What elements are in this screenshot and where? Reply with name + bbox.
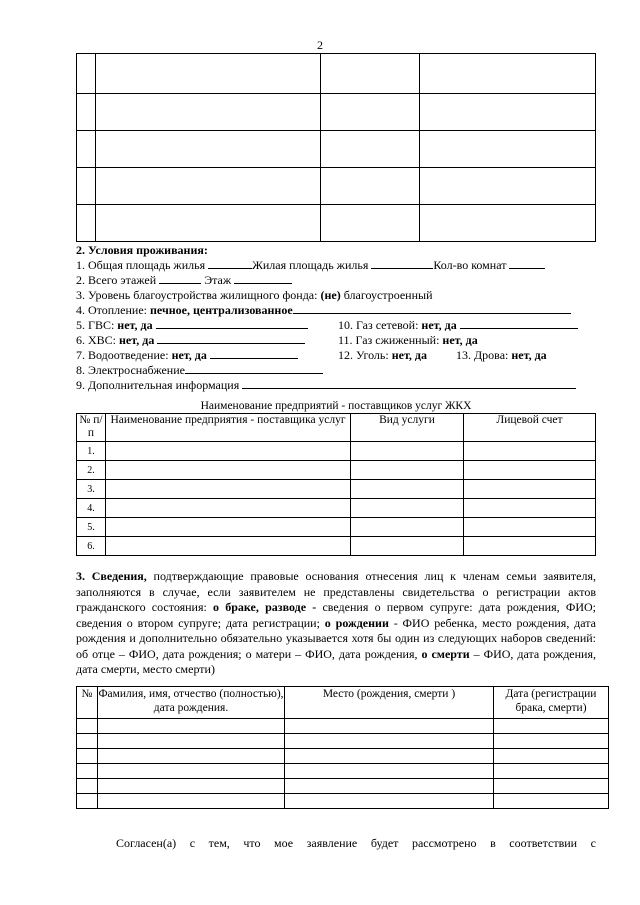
floors-line: 2. Всего этажей Этаж bbox=[76, 273, 292, 287]
col-date: Дата (регистрации брака, смерти) bbox=[494, 687, 609, 719]
date-cell[interactable] bbox=[494, 764, 609, 779]
service-cell[interactable] bbox=[351, 442, 464, 461]
table-row bbox=[77, 719, 609, 734]
provider-name-cell[interactable] bbox=[106, 461, 351, 480]
network-gas-field[interactable] bbox=[460, 318, 578, 329]
hot-water-field[interactable] bbox=[156, 318, 308, 329]
place-cell[interactable] bbox=[285, 794, 494, 809]
fio-cell[interactable] bbox=[98, 719, 285, 734]
place-cell[interactable] bbox=[285, 734, 494, 749]
section3-paragraph: 3. Сведения, подтверждающие правовые основания отнесения лиц к членам семьи заявителя, заполняются в случае, если заявителем не представлены свидетельства о регистрации актов гражданского состояния: о браке, разводе - сведения о первом супруге: дата рождения, ФИО; сведения о втором супруге; дата регистрации; о рождении - ФИО ребенка, место рождения, дата рождения и дополнительно обязательно указывается хотя бы один из следующих наборов сведений: об отце – ФИО, дата рождения; о матери – ФИО, дата рождения, о смерти – ФИО, дата рождения, дата смерти, место смерти) bbox=[76, 569, 597, 676]
floor-field[interactable] bbox=[234, 273, 292, 284]
providers-table bbox=[76, 413, 596, 556]
date-cell[interactable] bbox=[494, 779, 609, 794]
living-area-field[interactable] bbox=[371, 258, 433, 269]
total-floors-field[interactable] bbox=[159, 273, 201, 284]
rooms-count-field[interactable] bbox=[509, 258, 545, 269]
fio-cell[interactable] bbox=[98, 779, 285, 794]
table-row bbox=[77, 779, 609, 794]
col-number: № п/п bbox=[77, 414, 106, 442]
provider-name-cell[interactable] bbox=[106, 480, 351, 499]
place-cell[interactable] bbox=[285, 719, 494, 734]
fio-cell[interactable] bbox=[98, 794, 285, 809]
service-cell[interactable] bbox=[351, 499, 464, 518]
provider-name-cell[interactable] bbox=[106, 537, 351, 556]
provider-name-cell[interactable] bbox=[106, 518, 351, 537]
page-number: 2 bbox=[317, 38, 323, 52]
service-cell[interactable] bbox=[351, 537, 464, 556]
account-cell[interactable] bbox=[464, 518, 596, 537]
fio-cell[interactable] bbox=[98, 734, 285, 749]
service-cell[interactable] bbox=[351, 518, 464, 537]
service-cell[interactable] bbox=[351, 480, 464, 499]
table-row bbox=[77, 764, 609, 779]
table-row bbox=[77, 749, 609, 764]
total-area-line: 1. Общая площадь жилья Жилая площадь жилья Кол-во комнат bbox=[76, 258, 545, 272]
electricity-field[interactable] bbox=[185, 363, 323, 374]
table-row: 4. bbox=[77, 499, 596, 518]
section2-title: 2. Условия проживания: bbox=[76, 243, 208, 257]
firewood-line: 13. Дрова: нет, да bbox=[456, 348, 547, 362]
account-cell[interactable] bbox=[464, 442, 596, 461]
col-account: Лицевой счет bbox=[464, 414, 596, 442]
account-cell[interactable] bbox=[464, 499, 596, 518]
date-cell[interactable] bbox=[494, 719, 609, 734]
hot-water-line: 5. ГВС: нет, да bbox=[76, 318, 308, 332]
account-cell[interactable] bbox=[464, 480, 596, 499]
service-cell[interactable] bbox=[351, 461, 464, 480]
account-cell[interactable] bbox=[464, 461, 596, 480]
electricity-line: 8. Электроснабжение bbox=[76, 363, 323, 377]
drainage-line: 7. Водоотведение: нет, да bbox=[76, 348, 298, 362]
providers-title: Наименование предприятий - поставщиков услуг ЖКХ bbox=[200, 400, 472, 412]
comfort-level-line: 3. Уровень благоустройства жилищного фонда: (не) благоустроенный bbox=[76, 288, 433, 302]
heating-line: 4. Отопление: печное, централизованное bbox=[76, 303, 571, 317]
col-number: № bbox=[77, 687, 98, 719]
heating-field[interactable] bbox=[293, 303, 571, 314]
place-cell[interactable] bbox=[285, 779, 494, 794]
col-fio: Фамилия, имя, отчество (полностью), дата рождения. bbox=[98, 687, 285, 719]
date-cell[interactable] bbox=[494, 734, 609, 749]
col-service: Вид услуги bbox=[351, 414, 464, 442]
account-cell[interactable] bbox=[464, 537, 596, 556]
table-row: 3. bbox=[77, 480, 596, 499]
total-area-field[interactable] bbox=[208, 258, 252, 269]
table-row bbox=[77, 794, 609, 809]
additional-info-field[interactable] bbox=[242, 378, 576, 389]
table-row: 2. bbox=[77, 461, 596, 480]
table-row: 1. bbox=[77, 442, 596, 461]
col-place: Место (рождения, смерти ) bbox=[285, 687, 494, 719]
fio-cell[interactable] bbox=[98, 749, 285, 764]
coal-line: 12. Уголь: нет, да bbox=[338, 348, 428, 362]
table-row bbox=[77, 734, 609, 749]
drainage-field[interactable] bbox=[210, 348, 298, 359]
additional-info-line: 9. Дополнительная информация bbox=[76, 378, 576, 392]
provider-name-cell[interactable] bbox=[106, 499, 351, 518]
agreement-text: Согласен(а) с тем, что мое заявление будет рассмотрено в соответствии с bbox=[116, 836, 596, 850]
cold-water-line: 6. ХВС: нет, да bbox=[76, 333, 305, 347]
date-cell[interactable] bbox=[494, 749, 609, 764]
table-row: 6. bbox=[77, 537, 596, 556]
col-provider-name: Наименование предприятия - поставщика услуг bbox=[106, 414, 351, 442]
liquefied-gas-line: 11. Газ сжиженный: нет, да bbox=[338, 333, 478, 347]
place-cell[interactable] bbox=[285, 764, 494, 779]
date-cell[interactable] bbox=[494, 794, 609, 809]
table-row: 5. bbox=[77, 518, 596, 537]
top-table bbox=[76, 53, 596, 242]
fio-cell[interactable] bbox=[98, 764, 285, 779]
family-table bbox=[76, 686, 609, 809]
place-cell[interactable] bbox=[285, 749, 494, 764]
provider-name-cell[interactable] bbox=[106, 442, 351, 461]
network-gas-line: 10. Газ сетевой: нет, да bbox=[338, 318, 578, 332]
cold-water-field[interactable] bbox=[157, 333, 305, 344]
